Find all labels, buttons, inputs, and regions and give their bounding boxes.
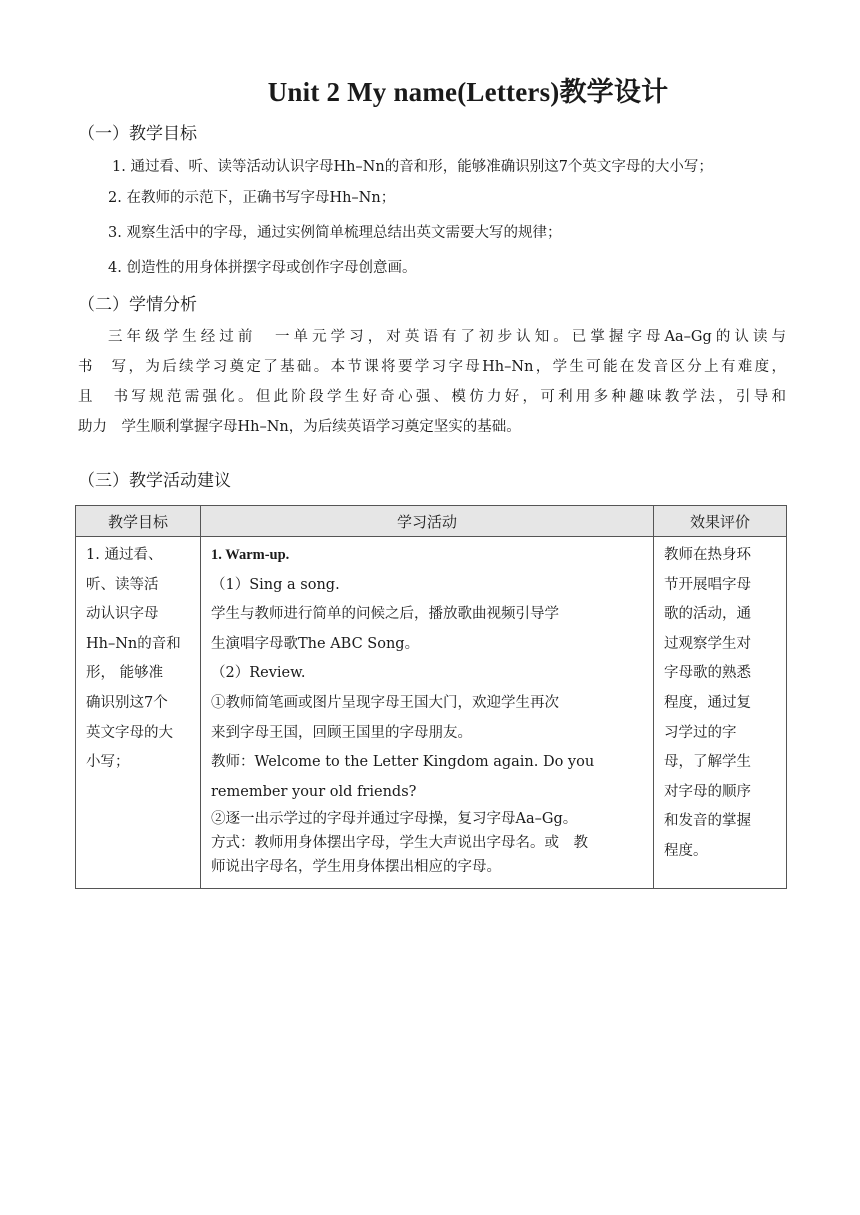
goal-line: 听、读等活 <box>86 576 159 593</box>
header-goal: 教学目标 <box>76 506 201 537</box>
activity-table <box>75 505 787 889</box>
activity-line: 教师：Welcome to the Letter Kingdom again. Do you <box>211 754 595 771</box>
activity-line: 学生与教师进行简单的问候之后，播放歌曲视频引导学 <box>211 606 559 623</box>
goal-item-3: 3. 观察生活中的字母，通过实例简单梳理总结出英文需要大写的规律； <box>108 225 562 241</box>
evaluation-line: 歌的活动，通 <box>664 606 751 623</box>
analysis-paragraph <box>78 322 786 442</box>
goal-line: 确识别这7个 <box>86 694 168 711</box>
analysis-line: 且 书写规范需强化。但此阶段学生好奇心强、模仿力好，可利用多种趣味教学法，引导和 <box>78 389 786 405</box>
goal-line: 小写； <box>86 754 130 771</box>
goal-item-1: 1. 通过看、听、读等活动认识字母Hh–Nn的音和形，能够准确识别这7个英文字母的大小写； <box>112 159 713 175</box>
evaluation-line: 程度，通过复 <box>664 694 751 711</box>
table-row <box>76 537 787 889</box>
goal-item-2: 2. 在教师的示范下，正确书写字母Hh–Nn； <box>108 190 396 206</box>
activity-line: 生演唱字母歌The ABC Song。 <box>211 635 420 652</box>
evaluation-cell <box>654 537 787 889</box>
activity-line: 来到字母王国，回顾王国里的字母朋友。 <box>211 724 472 741</box>
goal-line: 形， 能够准 <box>86 665 164 682</box>
activity-line: remember your old friends? <box>211 783 417 800</box>
evaluation-line: 程度。 <box>664 842 708 859</box>
evaluation-line: 教师在热身环 <box>664 547 751 563</box>
evaluation-line: 母，了解学生 <box>664 754 751 771</box>
goal-line: Hh–Nn的音和 <box>86 635 181 652</box>
evaluation-line: 过观察学生对 <box>664 635 751 652</box>
goal-line: 英文字母的大 <box>86 724 173 741</box>
evaluation-line: 节开展唱字母 <box>664 576 751 593</box>
section-heading-analysis: （二）学情分析 <box>78 295 197 315</box>
header-activity: 学习活动 <box>201 506 654 537</box>
goal-item-4: 4. 创造性的用身体拼摆字母或创作字母创意画。 <box>108 260 417 276</box>
document-title: Unit 2 My name(Letters)教学设计 <box>267 77 669 107</box>
activity-line: （1）Sing a song. <box>211 576 340 593</box>
goal-line: 1. 通过看、 <box>86 547 163 563</box>
activity-line: （2）Review. <box>211 665 306 682</box>
table-header-row <box>76 506 787 537</box>
activity-line: 师说出字母名，学生用身体摆出相应的字母。 <box>211 859 501 876</box>
activity-cell <box>201 537 654 889</box>
goal-cell <box>76 537 201 889</box>
analysis-line: 助力 学生顺利掌握字母Hh–Nn，为后续英语学习奠定坚实的基础。 <box>78 419 521 435</box>
analysis-line: 书 写，为后续学习奠定了基础。本节课将要学习字母Hh–Nn，学生可能在发音区分上有难度， <box>78 359 786 375</box>
goal-line: 动认识字母 <box>86 606 159 623</box>
evaluation-line: 字母歌的熟悉 <box>664 665 751 682</box>
evaluation-line: 和发音的掌握 <box>664 813 751 830</box>
evaluation-line: 习学过的字 <box>664 724 737 741</box>
activity-line: ①教师简笔画或图片呈现字母王国大门，欢迎学生再次 <box>211 694 559 711</box>
analysis-line: 三年级学生经过前 一单元学习，对英语有了初步认知。已掌握字母Aa–Gg的认读与 <box>108 329 786 345</box>
section-heading-goals: （一）教学目标 <box>78 124 197 144</box>
evaluation-line: 对字母的顺序 <box>664 783 751 800</box>
header-evaluation: 效果评价 <box>654 506 787 537</box>
section-heading-activities: （三）教学活动建议 <box>78 471 231 491</box>
activity-line: 方式：教师用身体摆出字母，学生大声说出字母名。或 教 <box>211 835 588 852</box>
activity-line: ②逐一出示学过的字母并通过字母操，复习字母Aa–Gg。 <box>211 811 578 828</box>
activity-line: 1. Warm-up. <box>211 547 290 563</box>
